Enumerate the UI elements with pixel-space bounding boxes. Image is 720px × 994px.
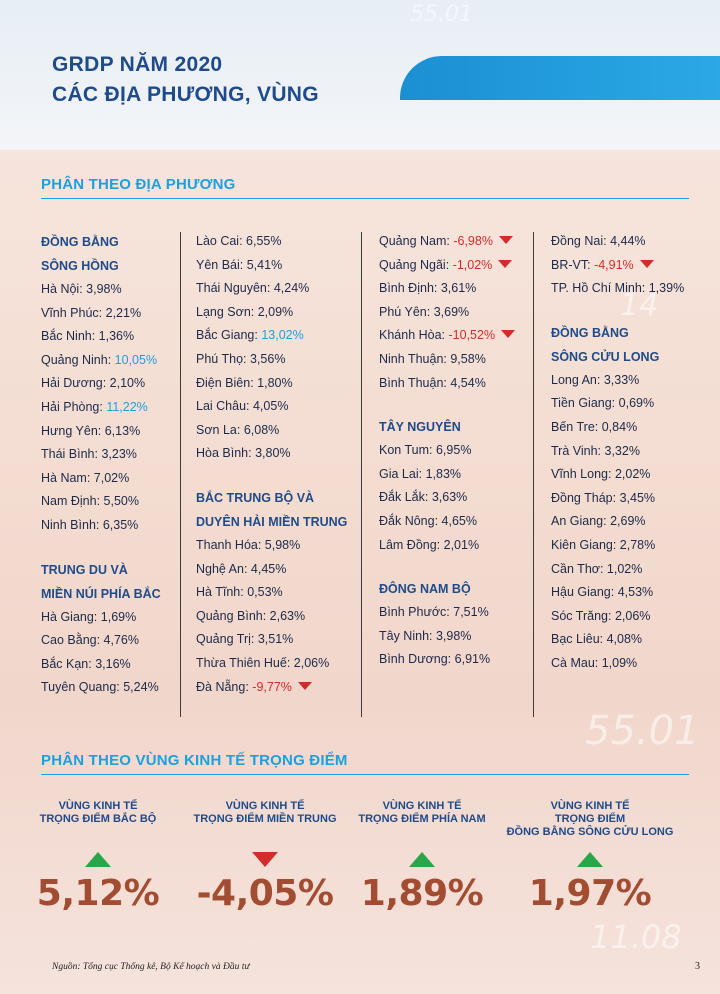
- province-growth-value: 1,02%: [606, 561, 643, 576]
- province-growth-value: 1,83%: [425, 466, 462, 481]
- zone-label-line: TRỌNG ĐIỂM BẮC BỘ: [39, 813, 157, 825]
- province-growth-value: 2,69%: [610, 514, 646, 529]
- zone-south: [332, 800, 512, 914]
- zone-growth-value: 1,89%: [360, 873, 484, 914]
- province-growth-value: 5,41%: [246, 257, 283, 272]
- province-item: [41, 325, 161, 349]
- province-name: Nghệ An:: [196, 561, 251, 576]
- province-item: [379, 601, 515, 625]
- province-item: [196, 442, 347, 466]
- province-name: Tiền Giang:: [551, 396, 619, 411]
- increase-triangle-icon: [85, 852, 111, 867]
- province-item: [379, 463, 515, 487]
- province-name: Thái Nguyên:: [196, 281, 274, 296]
- province-growth-value: 10,05%: [114, 352, 158, 367]
- zone-growth-value: -4,05%: [196, 873, 334, 914]
- decrease-arrow-icon: [498, 260, 512, 268]
- province-item: [379, 510, 515, 534]
- zone-label: [8, 800, 188, 840]
- province-item: [551, 369, 684, 393]
- zone-label: [332, 800, 512, 840]
- province-item: [41, 514, 161, 538]
- header-accent-band: [400, 56, 720, 100]
- source-note: Nguồn: Tổng cục Thống kê, Bộ Kế hoạch và Đầu tư: [52, 962, 250, 972]
- province-growth-value: 3,98%: [435, 628, 472, 643]
- province-growth-value: 5,24%: [123, 680, 159, 695]
- province-name: Hòa Bình:: [196, 446, 256, 461]
- province-item: [41, 396, 161, 420]
- province-growth-value: 4,44%: [610, 234, 646, 248]
- province-name: Gia Lai:: [379, 466, 426, 481]
- province-growth-value: 0,84%: [601, 419, 638, 434]
- region-group-title-line: ĐỒNG BẰNG: [551, 325, 629, 340]
- province-item: [196, 652, 347, 676]
- region-group-title-line: ĐỒNG BẰNG: [41, 235, 119, 249]
- province-growth-value: 1,80%: [257, 375, 293, 390]
- province-item: [551, 440, 684, 464]
- province-name: Bắc Ninh:: [41, 329, 99, 344]
- province-name: Bình Định:: [379, 281, 441, 296]
- province-name: Vĩnh Long:: [551, 467, 615, 482]
- region-group-title-line: BẮC TRUNG BỘ VÀ: [196, 490, 315, 505]
- province-item: [379, 348, 515, 372]
- province-growth-value: 3,80%: [255, 446, 291, 461]
- decrease-arrow-icon: [298, 682, 312, 690]
- zone-label-line: TRỌNG ĐIỂM: [554, 813, 626, 825]
- province-item: [196, 605, 347, 629]
- province-item: [551, 652, 684, 676]
- province-item: [41, 629, 161, 653]
- province-item: [196, 534, 347, 558]
- province-item: [196, 676, 347, 700]
- province-name: Lào Cai:: [196, 234, 247, 248]
- region-group-title-line: MIỀN NÚI PHÍA BẮC: [41, 586, 161, 601]
- province-name: Hải Phòng:: [41, 399, 107, 414]
- province-name: Bình Phước:: [379, 605, 454, 620]
- column-divider: [361, 232, 362, 717]
- province-growth-value: 2,21%: [105, 305, 142, 320]
- province-item: [196, 254, 347, 278]
- province-name: Phú Thọ:: [196, 351, 250, 366]
- province-item: [379, 277, 515, 301]
- province-item: [196, 324, 347, 348]
- increase-triangle-icon: [577, 852, 603, 867]
- column-4: [551, 226, 684, 676]
- province-name: Thái Bình:: [41, 447, 102, 462]
- zone-label-line: VÙNG KINH TẾ: [58, 800, 138, 812]
- province-growth-value: 6,95%: [435, 443, 472, 458]
- province-item: [551, 534, 684, 558]
- province-growth-value: 2,10%: [109, 376, 146, 391]
- province-name: Kiên Giang:: [551, 537, 620, 552]
- province-item: [41, 443, 161, 467]
- region-group-title: [196, 486, 347, 534]
- province-name: Yên Bái:: [196, 257, 247, 272]
- province-name: Tây Ninh:: [379, 628, 436, 643]
- province-name: Kon Tum:: [379, 443, 436, 458]
- province-name: Bắc Kạn:: [41, 656, 96, 671]
- province-name: Nam Định:: [41, 494, 104, 509]
- province-growth-value: 11,22%: [106, 399, 148, 414]
- province-item: [196, 558, 347, 582]
- province-name: Vĩnh Phúc:: [41, 305, 106, 320]
- province-item: [196, 419, 347, 443]
- province-item: [551, 558, 684, 582]
- province-name: Đắk Lắk:: [379, 490, 432, 505]
- page-title-line-2: CÁC ĐỊA PHƯƠNG, VÙNG: [52, 83, 319, 106]
- column-2: [196, 226, 347, 699]
- province-item: [196, 348, 347, 372]
- province-name: Bình Dương:: [379, 652, 455, 667]
- province-name: Bến Tre:: [551, 419, 602, 434]
- province-growth-value: 13,02%: [261, 328, 304, 343]
- region-group-title: [551, 321, 684, 369]
- province-growth-value: 1,36%: [98, 329, 135, 344]
- zone-north: [8, 800, 188, 914]
- zone-mekong: [500, 800, 680, 914]
- province-growth-value: 6,13%: [104, 423, 141, 438]
- column-divider: [533, 232, 534, 717]
- province-name: Đà Nẵng:: [196, 679, 253, 694]
- province-name: Bạc Liêu:: [551, 632, 607, 647]
- province-growth-value: 2,09%: [257, 304, 294, 319]
- province-item: [379, 534, 515, 558]
- province-name: Bình Thuận:: [379, 375, 451, 390]
- province-growth-value: 2,06%: [614, 608, 651, 623]
- zone-label: [175, 800, 355, 840]
- background-number: 55.01: [585, 708, 700, 754]
- province-name: Hậu Giang:: [551, 585, 618, 600]
- province-name: Hà Nam:: [41, 470, 94, 485]
- province-name: Tuyên Quang:: [41, 680, 124, 695]
- province-name: Phú Yên:: [379, 304, 434, 319]
- province-growth-value: 3,51%: [257, 632, 294, 647]
- province-item: [551, 605, 684, 629]
- province-growth-value: 2,02%: [614, 467, 651, 482]
- region-group-title: [41, 230, 161, 278]
- province-growth-value: 1,69%: [100, 609, 137, 624]
- province-growth-value: 4,24%: [273, 281, 310, 296]
- province-growth-value: 3,16%: [95, 656, 131, 671]
- province-item: [379, 439, 515, 463]
- province-item: [551, 581, 684, 605]
- province-name: Lâm Đồng:: [379, 537, 444, 552]
- province-growth-value: 4,08%: [606, 632, 643, 647]
- province-item: [551, 416, 684, 440]
- province-item: [196, 277, 347, 301]
- province-item: [551, 628, 684, 652]
- province-item: [41, 606, 161, 630]
- province-growth-value: 1,39%: [648, 281, 685, 296]
- province-name: Lai Châu:: [196, 399, 253, 414]
- section-title-zones: PHÂN THEO VÙNG KINH TẾ TRỌNG ĐIỂM: [41, 752, 348, 769]
- province-item: [551, 230, 684, 254]
- province-item: [551, 254, 684, 278]
- province-growth-value: 2,06%: [293, 655, 330, 670]
- province-name: Hải Dương:: [41, 376, 110, 391]
- region-group-title: [41, 558, 161, 606]
- province-growth-value: 6,55%: [246, 234, 282, 248]
- province-item: [41, 490, 161, 514]
- province-item: [196, 581, 347, 605]
- region-group-title-line: ĐÔNG NAM BỘ: [379, 582, 471, 597]
- province-growth-value: 0,53%: [247, 585, 283, 600]
- decrease-arrow-icon: [640, 260, 654, 268]
- province-growth-value: 9,58%: [450, 351, 486, 366]
- province-growth-value: 1,09%: [601, 655, 638, 670]
- province-growth-value: 3,45%: [619, 490, 656, 505]
- province-item: [196, 301, 347, 325]
- section-divider: [41, 198, 689, 199]
- province-growth-value: 3,98%: [86, 282, 122, 296]
- background-number: 11.08: [590, 918, 682, 956]
- zone-label-line: TRỌNG ĐIỂM PHÍA NAM: [358, 813, 486, 825]
- province-growth-value: 4,05%: [252, 399, 289, 414]
- province-growth-value: 3,32%: [604, 443, 640, 458]
- province-growth-value: 3,69%: [433, 304, 470, 319]
- province-name: Thừa Thiên Huế:: [196, 655, 294, 670]
- zone-label-line: VÙNG KINH TẾ: [382, 800, 462, 812]
- province-growth-value: 7,51%: [453, 605, 489, 620]
- province-name: Hà Nội:: [41, 282, 87, 296]
- province-item: [379, 230, 515, 254]
- province-item: [551, 463, 684, 487]
- column-3: [379, 226, 515, 672]
- zone-label-line: ĐỒNG BẰNG SÔNG CỬU LONG: [506, 826, 674, 838]
- province-name: Quảng Ninh:: [41, 352, 115, 367]
- region-group-title-line: DUYÊN HẢI MIỀN TRUNG: [196, 514, 348, 529]
- province-item: [551, 487, 684, 511]
- province-growth-value: 6,08%: [243, 422, 280, 437]
- page-title-line-1: GRDP NĂM 2020: [52, 53, 223, 76]
- province-growth-value: 3,63%: [431, 490, 468, 505]
- page-number: 3: [695, 961, 700, 972]
- province-growth-value: -4,91%: [594, 257, 634, 272]
- province-name: Trà Vinh:: [551, 443, 605, 458]
- province-name: Thanh Hóa:: [196, 537, 265, 552]
- province-growth-value: -6,98%: [453, 234, 493, 248]
- region-group-title-line: SÔNG CỬU LONG: [551, 349, 660, 364]
- section-divider: [41, 774, 689, 775]
- column-1: [41, 226, 161, 700]
- decrease-arrow-icon: [499, 236, 513, 244]
- province-growth-value: 3,56%: [249, 351, 286, 366]
- province-name: Lạng Sơn:: [196, 304, 258, 319]
- zone-label: [500, 800, 680, 840]
- province-name: Đồng Tháp:: [551, 490, 620, 505]
- province-item: [41, 676, 161, 700]
- province-item: [551, 392, 684, 416]
- province-growth-value: 3,33%: [603, 372, 640, 387]
- province-name: Đắk Nông:: [379, 513, 442, 528]
- province-item: [379, 486, 515, 510]
- province-item: [196, 372, 347, 396]
- province-name: Điện Biên:: [196, 375, 258, 390]
- province-growth-value: 2,78%: [619, 537, 656, 552]
- province-item: [551, 277, 684, 301]
- zone-growth-value: 1,97%: [528, 873, 652, 914]
- province-name: Quảng Nam:: [379, 234, 454, 248]
- province-item: [41, 467, 161, 491]
- province-growth-value: 7,02%: [93, 470, 130, 485]
- province-name: TP. Hồ Chí Minh:: [551, 281, 649, 296]
- province-name: Ninh Bình:: [41, 517, 103, 532]
- region-group-title: [379, 577, 515, 601]
- province-item: [41, 302, 161, 326]
- province-growth-value: -1,02%: [452, 257, 493, 272]
- column-divider: [180, 232, 181, 717]
- province-name: Khánh Hòa:: [379, 328, 449, 343]
- province-name: Bắc Giang:: [196, 328, 262, 343]
- province-item: [379, 648, 515, 672]
- zone-growth-value: 5,12%: [36, 873, 160, 914]
- province-growth-value: 2,01%: [443, 537, 480, 552]
- province-item: [379, 254, 515, 278]
- province-name: Cần Thơ:: [551, 561, 607, 576]
- decrease-arrow-icon: [501, 330, 515, 338]
- province-name: Quảng Bình:: [196, 608, 270, 623]
- province-name: Hưng Yên:: [41, 423, 105, 438]
- province-growth-value: 3,23%: [101, 447, 137, 462]
- province-name: Đồng Nai:: [551, 234, 611, 248]
- province-growth-value: 2,63%: [269, 608, 306, 623]
- province-growth-value: 4,54%: [450, 375, 486, 390]
- province-name: Cao Bằng:: [41, 633, 104, 648]
- province-name: Long An:: [551, 372, 604, 387]
- region-group-title-line: TÂY NGUYÊN: [379, 420, 461, 435]
- background-number: 55.01: [410, 2, 473, 27]
- province-item: [41, 278, 161, 302]
- province-growth-value: 6,35%: [102, 517, 139, 532]
- region-group-title-line: TRUNG DU VÀ: [41, 562, 128, 577]
- region-group-title-line: SÔNG HỒNG: [41, 259, 119, 273]
- province-growth-value: -10,52%: [448, 328, 496, 343]
- province-item: [196, 395, 347, 419]
- province-name: Cà Mau:: [551, 655, 602, 670]
- zone-label-line: TRỌNG ĐIỂM MIỀN TRUNG: [193, 813, 337, 825]
- province-growth-value: 6,91%: [454, 652, 491, 667]
- province-item: [196, 628, 347, 652]
- province-name: BR-VT:: [551, 257, 595, 272]
- province-item: [41, 372, 161, 396]
- background-number: 14: [620, 288, 659, 323]
- province-growth-value: 0,69%: [618, 396, 655, 411]
- province-name: Ninh Thuận:: [379, 351, 451, 366]
- page-header: [0, 0, 720, 150]
- province-name: Quảng Ngãi:: [379, 257, 453, 272]
- province-name: Sơn La:: [196, 422, 244, 437]
- increase-triangle-icon: [409, 852, 435, 867]
- section-title-local: PHÂN THEO ĐỊA PHƯƠNG: [41, 176, 236, 193]
- province-item: [196, 230, 347, 254]
- province-item: [41, 653, 161, 677]
- province-name: Hà Tĩnh:: [196, 585, 248, 600]
- province-item: [379, 372, 515, 396]
- province-growth-value: 5,98%: [264, 537, 301, 552]
- page-title: [52, 50, 319, 110]
- zone-central: [175, 800, 355, 914]
- province-growth-value: 4,76%: [103, 633, 139, 648]
- province-name: Sóc Trăng:: [551, 608, 615, 623]
- province-growth-value: 4,65%: [441, 513, 477, 528]
- decrease-triangle-icon: [252, 852, 278, 867]
- province-item: [551, 510, 684, 534]
- province-name: Quảng Trị:: [196, 632, 258, 647]
- province-item: [41, 420, 161, 444]
- province-growth-value: 5,50%: [103, 494, 139, 509]
- province-item: [41, 349, 161, 373]
- province-growth-value: 4,53%: [617, 585, 654, 600]
- province-growth-value: 4,45%: [250, 561, 287, 576]
- zone-label-line: VÙNG KINH TẾ: [550, 800, 630, 812]
- province-growth-value: -9,77%: [252, 679, 292, 694]
- province-item: [379, 301, 515, 325]
- province-name: Hà Giang:: [41, 609, 101, 624]
- province-growth-value: 3,61%: [440, 281, 477, 296]
- province-name: An Giang:: [551, 514, 611, 529]
- region-group-title: [379, 415, 515, 439]
- zone-label-line: VÙNG KINH TẾ: [225, 800, 305, 812]
- province-item: [379, 324, 515, 348]
- province-item: [379, 625, 515, 649]
